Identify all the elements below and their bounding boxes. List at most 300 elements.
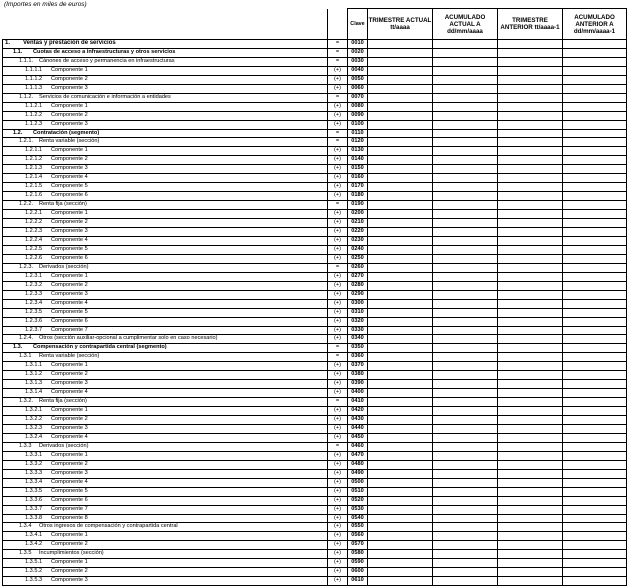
- row-text: Componente 6: [51, 317, 88, 324]
- value-acumulado-anterior[interactable]: [563, 326, 627, 335]
- value-acumulado-anterior[interactable]: [563, 371, 627, 380]
- table-row: [3, 236, 627, 245]
- value-trimestre-actual[interactable]: [368, 254, 433, 263]
- value-acumulado-actual[interactable]: [433, 201, 498, 210]
- table-row: [3, 505, 627, 514]
- value-trimestre-actual[interactable]: [368, 236, 433, 245]
- value-acumulado-actual[interactable]: [433, 210, 498, 219]
- row-number: 1.2.1.2: [25, 156, 43, 163]
- value-trimestre-actual[interactable]: [368, 487, 433, 496]
- value-acumulado-actual[interactable]: [433, 532, 498, 541]
- value-trimestre-actual[interactable]: [368, 165, 433, 174]
- value-acumulado-actual[interactable]: [433, 263, 498, 272]
- value-trimestre-actual[interactable]: [368, 201, 433, 210]
- value-trimestre-anterior[interactable]: [498, 138, 563, 147]
- value-acumulado-actual[interactable]: [433, 335, 498, 344]
- value-trimestre-anterior[interactable]: [498, 568, 563, 577]
- value-trimestre-actual[interactable]: [368, 174, 433, 183]
- value-trimestre-anterior[interactable]: [498, 416, 563, 425]
- row-sign: =: [328, 353, 348, 362]
- value-acumulado-actual[interactable]: [433, 523, 498, 532]
- value-trimestre-anterior[interactable]: [498, 353, 563, 362]
- value-acumulado-actual[interactable]: [433, 299, 498, 308]
- value-trimestre-anterior[interactable]: [498, 156, 563, 165]
- value-trimestre-actual[interactable]: [368, 398, 433, 407]
- value-acumulado-actual[interactable]: [433, 416, 498, 425]
- table-row: [3, 496, 627, 505]
- value-acumulado-actual[interactable]: [433, 353, 498, 362]
- table-row: [3, 308, 627, 317]
- value-trimestre-anterior[interactable]: [498, 93, 563, 102]
- value-trimestre-anterior[interactable]: [498, 290, 563, 299]
- value-trimestre-anterior[interactable]: [498, 75, 563, 84]
- value-trimestre-anterior[interactable]: [498, 487, 563, 496]
- value-acumulado-actual[interactable]: [433, 469, 498, 478]
- table-row: [3, 416, 627, 425]
- value-trimestre-actual[interactable]: [368, 550, 433, 559]
- value-acumulado-anterior[interactable]: [563, 362, 627, 371]
- value-trimestre-anterior[interactable]: [498, 478, 563, 487]
- value-acumulado-actual[interactable]: [433, 344, 498, 353]
- value-acumulado-actual[interactable]: [433, 272, 498, 281]
- value-trimestre-actual[interactable]: [368, 75, 433, 84]
- row-text: Componente 3: [51, 577, 88, 584]
- value-acumulado-anterior[interactable]: [563, 254, 627, 263]
- value-trimestre-actual[interactable]: [368, 371, 433, 380]
- value-acumulado-anterior[interactable]: [563, 111, 627, 120]
- value-trimestre-actual[interactable]: [368, 460, 433, 469]
- row-clave: 0490: [348, 469, 368, 478]
- value-trimestre-actual[interactable]: [368, 532, 433, 541]
- value-trimestre-actual[interactable]: [368, 308, 433, 317]
- value-trimestre-anterior[interactable]: [498, 326, 563, 335]
- value-acumulado-anterior[interactable]: [563, 380, 627, 389]
- value-trimestre-actual[interactable]: [368, 568, 433, 577]
- row-sign: =: [328, 129, 348, 138]
- value-acumulado-actual[interactable]: [433, 371, 498, 380]
- value-trimestre-actual[interactable]: [368, 129, 433, 138]
- value-acumulado-anterior[interactable]: [563, 165, 627, 174]
- row-number: 1.3.3.8: [25, 514, 43, 521]
- value-acumulado-actual[interactable]: [433, 57, 498, 66]
- value-trimestre-anterior[interactable]: [498, 442, 563, 451]
- value-acumulado-anterior[interactable]: [563, 272, 627, 281]
- value-trimestre-anterior[interactable]: [498, 236, 563, 245]
- value-trimestre-actual[interactable]: [368, 424, 433, 433]
- value-acumulado-anterior[interactable]: [563, 299, 627, 308]
- value-trimestre-anterior[interactable]: [498, 254, 563, 263]
- value-trimestre-anterior[interactable]: [498, 57, 563, 66]
- value-acumulado-anterior[interactable]: [563, 532, 627, 541]
- value-trimestre-anterior[interactable]: [498, 299, 563, 308]
- value-acumulado-anterior[interactable]: [563, 577, 627, 586]
- value-acumulado-actual[interactable]: [433, 156, 498, 165]
- value-acumulado-anterior[interactable]: [563, 308, 627, 317]
- value-acumulado-anterior[interactable]: [563, 183, 627, 192]
- value-acumulado-actual[interactable]: [433, 147, 498, 156]
- value-acumulado-actual[interactable]: [433, 496, 498, 505]
- row-label: [3, 326, 328, 335]
- value-trimestre-anterior[interactable]: [498, 40, 563, 49]
- value-trimestre-actual[interactable]: [368, 57, 433, 66]
- value-trimestre-actual[interactable]: [368, 407, 433, 416]
- value-acumulado-anterior[interactable]: [563, 344, 627, 353]
- row-number: 1.1.2.: [19, 93, 33, 100]
- row-clave: 0520: [348, 496, 368, 505]
- value-trimestre-anterior[interactable]: [498, 102, 563, 111]
- value-trimestre-anterior[interactable]: [498, 398, 563, 407]
- value-trimestre-actual[interactable]: [368, 523, 433, 532]
- value-trimestre-anterior[interactable]: [498, 433, 563, 442]
- value-trimestre-anterior[interactable]: [498, 505, 563, 514]
- row-text: Componente 2: [51, 219, 88, 226]
- value-acumulado-actual[interactable]: [433, 442, 498, 451]
- row-label: [3, 228, 328, 237]
- value-trimestre-anterior[interactable]: [498, 407, 563, 416]
- value-trimestre-anterior[interactable]: [498, 228, 563, 237]
- value-trimestre-anterior[interactable]: [498, 424, 563, 433]
- value-acumulado-actual[interactable]: [433, 111, 498, 120]
- value-acumulado-anterior[interactable]: [563, 236, 627, 245]
- value-acumulado-actual[interactable]: [433, 236, 498, 245]
- row-text: Otros (sección auxiliar-opcional a cumplimentar solo en caso necesario): [39, 335, 218, 342]
- value-trimestre-anterior[interactable]: [498, 263, 563, 272]
- row-label: [3, 263, 328, 272]
- value-trimestre-actual[interactable]: [368, 40, 433, 49]
- value-acumulado-anterior[interactable]: [563, 156, 627, 165]
- value-trimestre-actual[interactable]: [368, 433, 433, 442]
- value-trimestre-actual[interactable]: [368, 577, 433, 586]
- value-trimestre-anterior[interactable]: [498, 111, 563, 120]
- value-acumulado-anterior[interactable]: [563, 219, 627, 228]
- row-text: Componente 5: [51, 308, 88, 315]
- value-acumulado-anterior[interactable]: [563, 147, 627, 156]
- value-trimestre-actual[interactable]: [368, 48, 433, 57]
- value-acumulado-actual[interactable]: [433, 183, 498, 192]
- value-acumulado-anterior[interactable]: [563, 174, 627, 183]
- row-text: Componente 4: [51, 299, 88, 306]
- row-label: [3, 66, 328, 75]
- row-clave: 0320: [348, 317, 368, 326]
- value-trimestre-anterior[interactable]: [498, 335, 563, 344]
- value-acumulado-anterior[interactable]: [563, 389, 627, 398]
- value-trimestre-actual[interactable]: [368, 210, 433, 219]
- value-acumulado-actual[interactable]: [433, 317, 498, 326]
- row-text: Componente 1: [51, 407, 88, 414]
- row-number: 1.3.5.3: [25, 577, 43, 584]
- value-trimestre-anterior[interactable]: [498, 308, 563, 317]
- value-acumulado-actual[interactable]: [433, 541, 498, 550]
- row-sign: (+): [328, 290, 348, 299]
- table-body: [3, 40, 627, 586]
- value-trimestre-actual[interactable]: [368, 183, 433, 192]
- value-acumulado-actual[interactable]: [433, 281, 498, 290]
- row-label: [3, 442, 328, 451]
- value-trimestre-actual[interactable]: [368, 451, 433, 460]
- value-trimestre-actual[interactable]: [368, 281, 433, 290]
- value-acumulado-actual[interactable]: [433, 577, 498, 586]
- row-sign: (+): [328, 228, 348, 237]
- value-trimestre-actual[interactable]: [368, 416, 433, 425]
- value-acumulado-anterior[interactable]: [563, 120, 627, 129]
- value-acumulado-anterior[interactable]: [563, 433, 627, 442]
- value-acumulado-anterior[interactable]: [563, 281, 627, 290]
- value-acumulado-anterior[interactable]: [563, 407, 627, 416]
- row-number: 1.3.3.6: [25, 496, 43, 503]
- value-acumulado-actual[interactable]: [433, 514, 498, 523]
- table-row: [3, 174, 627, 183]
- row-sign: (+): [328, 245, 348, 254]
- value-acumulado-anterior[interactable]: [563, 93, 627, 102]
- row-text: Componente 2: [51, 416, 88, 423]
- value-trimestre-anterior[interactable]: [498, 550, 563, 559]
- value-trimestre-anterior[interactable]: [498, 129, 563, 138]
- value-acumulado-actual[interactable]: [433, 219, 498, 228]
- value-acumulado-actual[interactable]: [433, 66, 498, 75]
- value-acumulado-anterior[interactable]: [563, 398, 627, 407]
- table-row: [3, 362, 627, 371]
- value-trimestre-anterior[interactable]: [498, 66, 563, 75]
- value-trimestre-actual[interactable]: [368, 228, 433, 237]
- value-acumulado-actual[interactable]: [433, 380, 498, 389]
- value-trimestre-anterior[interactable]: [498, 245, 563, 254]
- row-number: 1.3.1.2: [25, 371, 43, 378]
- value-acumulado-anterior[interactable]: [563, 317, 627, 326]
- row-text: Componente 1: [51, 362, 88, 369]
- value-trimestre-anterior[interactable]: [498, 174, 563, 183]
- value-trimestre-anterior[interactable]: [498, 451, 563, 460]
- row-clave: 0160: [348, 174, 368, 183]
- value-acumulado-anterior[interactable]: [563, 514, 627, 523]
- value-acumulado-actual[interactable]: [433, 550, 498, 559]
- value-acumulado-anterior[interactable]: [563, 451, 627, 460]
- value-acumulado-anterior[interactable]: [563, 40, 627, 49]
- value-acumulado-anterior[interactable]: [563, 442, 627, 451]
- value-acumulado-anterior[interactable]: [563, 460, 627, 469]
- value-acumulado-anterior[interactable]: [563, 424, 627, 433]
- value-acumulado-anterior[interactable]: [563, 353, 627, 362]
- value-acumulado-anterior[interactable]: [563, 523, 627, 532]
- value-trimestre-actual[interactable]: [368, 478, 433, 487]
- value-trimestre-anterior[interactable]: [498, 389, 563, 398]
- value-acumulado-anterior[interactable]: [563, 57, 627, 66]
- value-acumulado-anterior[interactable]: [563, 263, 627, 272]
- value-acumulado-actual[interactable]: [433, 389, 498, 398]
- value-acumulado-actual[interactable]: [433, 424, 498, 433]
- value-trimestre-actual[interactable]: [368, 120, 433, 129]
- row-text: Cuotas de acceso a infraestructuras y otros servicios: [33, 48, 176, 55]
- table-row: [3, 317, 627, 326]
- value-acumulado-actual[interactable]: [433, 192, 498, 201]
- value-acumulado-actual[interactable]: [433, 487, 498, 496]
- value-trimestre-anterior[interactable]: [498, 219, 563, 228]
- value-trimestre-actual[interactable]: [368, 290, 433, 299]
- value-trimestre-actual[interactable]: [368, 138, 433, 147]
- value-trimestre-actual[interactable]: [368, 353, 433, 362]
- value-acumulado-actual[interactable]: [433, 308, 498, 317]
- value-acumulado-anterior[interactable]: [563, 505, 627, 514]
- value-trimestre-actual[interactable]: [368, 514, 433, 523]
- value-trimestre-actual[interactable]: [368, 442, 433, 451]
- value-acumulado-anterior[interactable]: [563, 138, 627, 147]
- row-number: 1.3.3.1: [25, 451, 43, 458]
- row-clave: 0380: [348, 371, 368, 380]
- value-trimestre-actual[interactable]: [368, 219, 433, 228]
- table-row: [3, 451, 627, 460]
- value-acumulado-anterior[interactable]: [563, 416, 627, 425]
- value-trimestre-anterior[interactable]: [498, 532, 563, 541]
- value-trimestre-actual[interactable]: [368, 541, 433, 550]
- value-trimestre-actual[interactable]: [368, 496, 433, 505]
- table-row: [3, 398, 627, 407]
- value-acumulado-anterior[interactable]: [563, 102, 627, 111]
- value-trimestre-actual[interactable]: [368, 111, 433, 120]
- value-acumulado-actual[interactable]: [433, 451, 498, 460]
- row-text: Componente 4: [51, 174, 88, 181]
- value-acumulado-actual[interactable]: [433, 228, 498, 237]
- value-trimestre-anterior[interactable]: [498, 344, 563, 353]
- value-trimestre-anterior[interactable]: [498, 210, 563, 219]
- value-trimestre-anterior[interactable]: [498, 165, 563, 174]
- value-trimestre-anterior[interactable]: [498, 496, 563, 505]
- value-acumulado-actual[interactable]: [433, 407, 498, 416]
- value-acumulado-actual[interactable]: [433, 433, 498, 442]
- value-trimestre-actual[interactable]: [368, 84, 433, 93]
- value-acumulado-actual[interactable]: [433, 398, 498, 407]
- value-trimestre-anterior[interactable]: [498, 514, 563, 523]
- value-acumulado-anterior[interactable]: [563, 469, 627, 478]
- value-acumulado-actual[interactable]: [433, 245, 498, 254]
- value-trimestre-actual[interactable]: [368, 344, 433, 353]
- value-acumulado-anterior[interactable]: [563, 559, 627, 568]
- value-trimestre-actual[interactable]: [368, 317, 433, 326]
- value-acumulado-actual[interactable]: [433, 120, 498, 129]
- value-acumulado-actual[interactable]: [433, 460, 498, 469]
- value-acumulado-actual[interactable]: [433, 93, 498, 102]
- row-clave: 0590: [348, 559, 368, 568]
- value-acumulado-anterior[interactable]: [563, 568, 627, 577]
- value-trimestre-actual[interactable]: [368, 326, 433, 335]
- value-trimestre-anterior[interactable]: [498, 84, 563, 93]
- value-acumulado-anterior[interactable]: [563, 75, 627, 84]
- value-trimestre-anterior[interactable]: [498, 272, 563, 281]
- value-trimestre-anterior[interactable]: [498, 201, 563, 210]
- value-trimestre-actual[interactable]: [368, 469, 433, 478]
- value-acumulado-actual[interactable]: [433, 505, 498, 514]
- value-trimestre-anterior[interactable]: [498, 147, 563, 156]
- value-acumulado-actual[interactable]: [433, 84, 498, 93]
- value-acumulado-actual[interactable]: [433, 48, 498, 57]
- value-acumulado-actual[interactable]: [433, 290, 498, 299]
- value-acumulado-anterior[interactable]: [563, 129, 627, 138]
- value-trimestre-actual[interactable]: [368, 156, 433, 165]
- value-trimestre-anterior[interactable]: [498, 317, 563, 326]
- value-acumulado-actual[interactable]: [433, 174, 498, 183]
- table-row: [3, 523, 627, 532]
- value-trimestre-actual[interactable]: [368, 335, 433, 344]
- value-trimestre-actual[interactable]: [368, 559, 433, 568]
- row-label: [3, 496, 328, 505]
- value-acumulado-anterior[interactable]: [563, 478, 627, 487]
- value-acumulado-actual[interactable]: [433, 102, 498, 111]
- value-trimestre-anterior[interactable]: [498, 469, 563, 478]
- row-number: 1.3.4.1: [25, 532, 43, 539]
- value-acumulado-actual[interactable]: [433, 75, 498, 84]
- value-acumulado-actual[interactable]: [433, 478, 498, 487]
- value-acumulado-anterior[interactable]: [563, 48, 627, 57]
- row-label: [3, 451, 328, 460]
- value-trimestre-actual[interactable]: [368, 93, 433, 102]
- value-acumulado-anterior[interactable]: [563, 228, 627, 237]
- value-trimestre-anterior[interactable]: [498, 120, 563, 129]
- value-acumulado-anterior[interactable]: [563, 201, 627, 210]
- value-trimestre-actual[interactable]: [368, 102, 433, 111]
- value-acumulado-anterior[interactable]: [563, 541, 627, 550]
- value-trimestre-anterior[interactable]: [498, 559, 563, 568]
- value-trimestre-anterior[interactable]: [498, 460, 563, 469]
- row-number: 1.1.2.3: [25, 120, 43, 127]
- value-trimestre-anterior[interactable]: [498, 281, 563, 290]
- value-trimestre-actual[interactable]: [368, 362, 433, 371]
- value-trimestre-anterior[interactable]: [498, 183, 563, 192]
- row-sign: (+): [328, 433, 348, 442]
- value-acumulado-actual[interactable]: [433, 138, 498, 147]
- value-acumulado-actual[interactable]: [433, 559, 498, 568]
- value-trimestre-anterior[interactable]: [498, 371, 563, 380]
- value-trimestre-actual[interactable]: [368, 389, 433, 398]
- row-number: 1.3.1: [19, 353, 32, 360]
- value-trimestre-actual[interactable]: [368, 147, 433, 156]
- value-trimestre-anterior[interactable]: [498, 577, 563, 586]
- value-acumulado-actual[interactable]: [433, 254, 498, 263]
- value-acumulado-actual[interactable]: [433, 362, 498, 371]
- value-acumulado-anterior[interactable]: [563, 550, 627, 559]
- value-trimestre-anterior[interactable]: [498, 380, 563, 389]
- value-acumulado-anterior[interactable]: [563, 487, 627, 496]
- value-acumulado-anterior[interactable]: [563, 66, 627, 75]
- value-trimestre-actual[interactable]: [368, 192, 433, 201]
- value-acumulado-actual[interactable]: [433, 129, 498, 138]
- value-trimestre-actual[interactable]: [368, 380, 433, 389]
- value-acumulado-anterior[interactable]: [563, 245, 627, 254]
- value-acumulado-anterior[interactable]: [563, 335, 627, 344]
- value-acumulado-anterior[interactable]: [563, 210, 627, 219]
- value-acumulado-actual[interactable]: [433, 40, 498, 49]
- table-row: [3, 147, 627, 156]
- value-acumulado-actual[interactable]: [433, 165, 498, 174]
- value-acumulado-anterior[interactable]: [563, 290, 627, 299]
- value-trimestre-actual[interactable]: [368, 263, 433, 272]
- value-trimestre-anterior[interactable]: [498, 362, 563, 371]
- value-trimestre-anterior[interactable]: [498, 523, 563, 532]
- value-trimestre-actual[interactable]: [368, 245, 433, 254]
- value-acumulado-actual[interactable]: [433, 326, 498, 335]
- amounts-note: (Importes en miles de euros): [4, 1, 87, 8]
- row-number: 1.2.3.3: [25, 290, 43, 297]
- value-trimestre-actual[interactable]: [368, 66, 433, 75]
- value-acumulado-actual[interactable]: [433, 568, 498, 577]
- value-acumulado-anterior[interactable]: [563, 84, 627, 93]
- value-acumulado-anterior[interactable]: [563, 496, 627, 505]
- value-trimestre-anterior[interactable]: [498, 192, 563, 201]
- value-acumulado-anterior[interactable]: [563, 192, 627, 201]
- value-trimestre-anterior[interactable]: [498, 48, 563, 57]
- header-clave: Clave: [348, 9, 368, 40]
- value-trimestre-actual[interactable]: [368, 505, 433, 514]
- value-trimestre-anterior[interactable]: [498, 541, 563, 550]
- value-trimestre-actual[interactable]: [368, 272, 433, 281]
- value-trimestre-actual[interactable]: [368, 299, 433, 308]
